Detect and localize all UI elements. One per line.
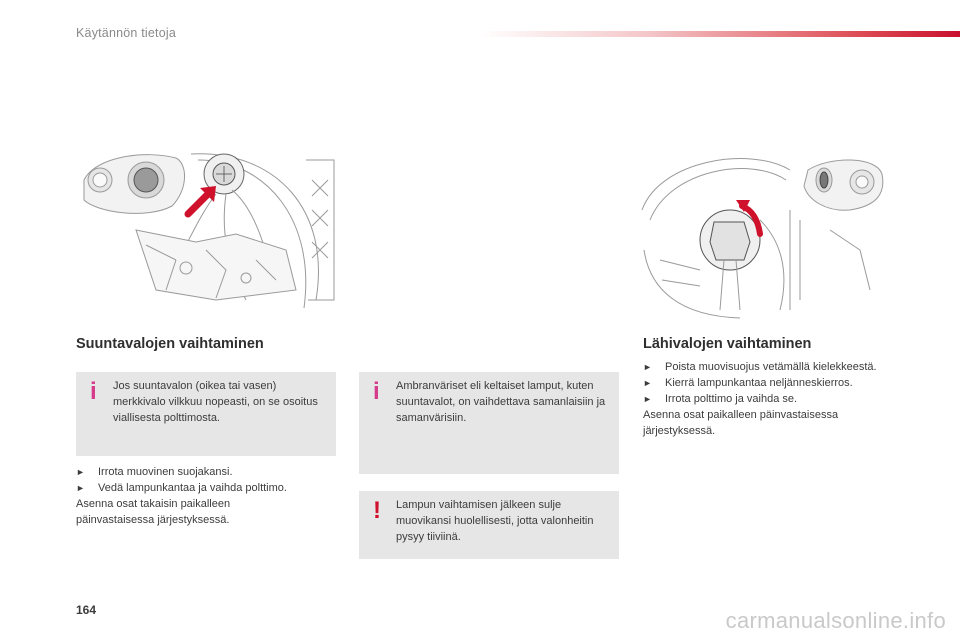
arrow-bullet-icon: ► (643, 394, 652, 404)
closing-text: Asenna osat takaisin paikalleen päinvastaisessa järjestyksessä. (76, 498, 231, 526)
list-item (643, 375, 913, 391)
warning-box-text: Lampun vaihtamisen jälkeen sulje muovikansi huolellisesti, jotta valonheitin pysyy tiiviinä. (396, 499, 594, 543)
arrow-bullet-icon: ► (76, 467, 85, 477)
info-icon: i (373, 378, 380, 405)
warning-icon: ! (373, 497, 381, 524)
closing-text: Asenna osat paikalleen päinvastaisessa järjestyksessä. (643, 409, 839, 437)
list-item (643, 359, 913, 375)
dipped-beam-heading: Lähivalojen vaihtaminen (643, 336, 812, 352)
step-text: Irrota polttimo ja vaihda se. (665, 393, 798, 405)
step-text: Poista muovisuojus vetämällä kielekkeestä. (665, 361, 877, 373)
dipped-beam-illustration (640, 150, 884, 320)
info-box-text: Ambranväriset eli keltaiset lamput, kuten suuntavalot, on vaihdettava samanlaisiin ja samanvärisiin. (396, 380, 606, 424)
amber-bulb-info-box (359, 372, 619, 474)
step-text: Irrota muovinen suojakansi. (98, 466, 233, 478)
step-text: Vedä lampunkantaa ja vaihda polttimo. (98, 482, 287, 494)
list-item (643, 391, 913, 407)
list-item (76, 464, 336, 480)
step-text: Kierrä lampunkantaa neljänneskierros. (665, 377, 853, 389)
indicator-heading: Suuntavalojen vaihtaminen (76, 336, 264, 352)
dipped-beam-steps (643, 359, 913, 439)
page-header-title: Käytännön tietoja (76, 26, 177, 40)
seal-warning-box (359, 491, 619, 559)
watermark[interactable]: carmanualsonline.info (725, 608, 946, 633)
arrow-bullet-icon: ► (76, 483, 85, 493)
info-box-text: Jos suuntavalon (oikea tai vasen) merkkivalo vilkkuu nopeasti, on se osoitus viallisesta polttimosta. (113, 380, 318, 424)
page-number: 164 (76, 603, 97, 617)
arrow-bullet-icon: ► (643, 378, 652, 388)
info-icon: i (90, 378, 97, 405)
list-item (76, 480, 336, 496)
header-accent-bar (478, 31, 960, 37)
arrow-bullet-icon: ► (643, 362, 652, 372)
indicator-steps (76, 464, 336, 528)
indicator-info-box (76, 372, 336, 456)
indicator-bulb-illustration (76, 150, 338, 320)
